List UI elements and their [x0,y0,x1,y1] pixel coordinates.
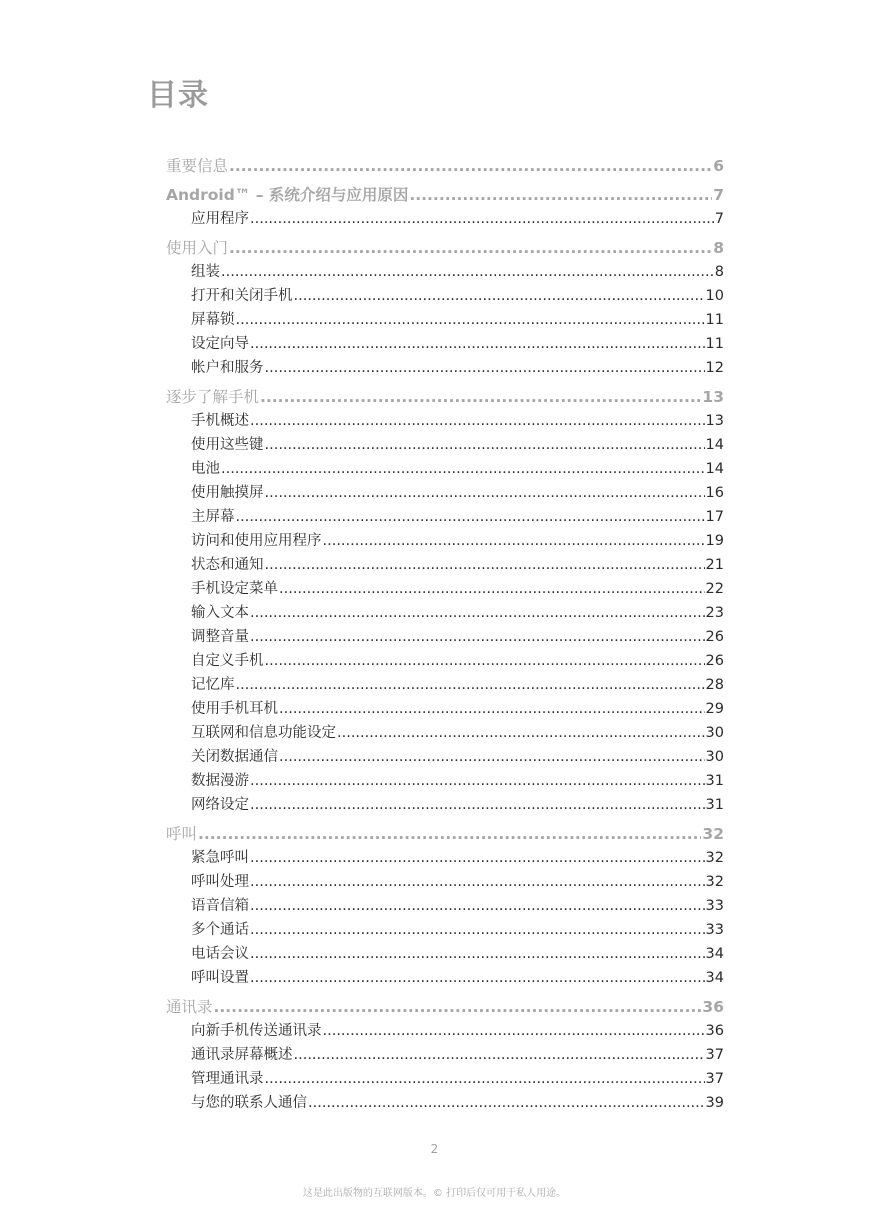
toc-entry[interactable] [191,260,724,284]
toc-entry[interactable] [191,1091,724,1115]
toc-entry[interactable] [191,846,724,870]
toc-entry[interactable] [191,433,724,457]
toc-entry[interactable] [191,697,724,721]
toc-entry-page: 7 [713,186,724,204]
dot-leader [279,749,705,765]
toc-entry[interactable] [191,284,724,308]
toc-entry-title: 记忆库 [191,677,235,693]
dot-leader [236,509,705,525]
toc-entry-title: 通讯录 [166,998,213,1016]
toc-entry-page: 11 [705,336,724,352]
toc-entry-page: 32 [705,850,724,866]
toc-entry-title: 设定向导 [191,336,249,352]
toc-entry-page: 14 [705,461,724,477]
toc-entry-title: 状态和通知 [191,557,264,573]
toc-entry[interactable] [191,769,724,793]
toc-entry-title: 向新手机传送通讯录 [191,1023,322,1039]
toc-entry[interactable] [191,308,724,332]
dot-leader [265,1071,705,1087]
toc-entry-title: 电话会议 [191,946,249,962]
dot-leader [198,825,701,843]
dot-leader [279,581,705,597]
toc-entry-page: 21 [705,557,724,573]
dot-leader [250,946,705,962]
dot-leader [229,157,712,175]
toc-entry-title: 手机设定菜单 [191,581,278,597]
toc-entry-title: 帐户和服务 [191,360,264,376]
toc-section-entry[interactable] [166,154,724,178]
page-number: 2 [430,1142,439,1156]
toc-entry-title: 电池 [191,461,220,477]
toc-entry-page: 29 [705,701,724,717]
toc-entry[interactable] [191,207,724,231]
toc-entry-title: 手机概述 [191,413,249,429]
toc-entry-page: 37 [705,1047,724,1063]
toc-entry-page: 36 [702,998,724,1016]
toc-entry-page: 30 [705,725,724,741]
toc-entry-title: 组装 [191,264,220,280]
toc-entry-title: 应用程序 [191,211,249,227]
dot-leader [250,413,705,429]
toc-entry-title: 打开和关闭手机 [191,288,293,304]
toc-entry-title: Android™ – 系统介绍与应用原因 [166,186,409,204]
toc-entry-title: 关闭数据通信 [191,749,278,765]
toc-entry-page: 22 [705,581,724,597]
toc-entry[interactable] [191,1019,724,1043]
dot-leader [265,437,705,453]
dot-leader [265,485,705,501]
toc-entry[interactable] [191,942,724,966]
dot-leader [279,701,705,717]
dot-leader [409,186,712,204]
toc-entry-page: 32 [702,825,724,843]
dot-leader [294,1047,705,1063]
toc-entry[interactable] [191,721,724,745]
toc-entry-page: 11 [705,312,724,328]
toc-entry-page: 39 [705,1095,724,1111]
dot-leader [260,388,701,406]
toc-entry-page: 10 [705,288,724,304]
toc-entry[interactable] [191,457,724,481]
toc-entry-title: 紧急呼叫 [191,850,249,866]
toc-entry-page: 33 [705,922,724,938]
dot-leader [265,557,705,573]
dot-leader [265,653,705,669]
footer-note: 这是此出版物的互联网版本。© 打印后仅可用于私人用途。 [302,1188,567,1199]
toc-entry[interactable] [191,356,724,380]
toc-entry[interactable] [191,409,724,433]
toc-entry-title: 多个通话 [191,922,249,938]
dot-leader [250,797,705,813]
toc-entry-title: 语音信箱 [191,898,249,914]
toc-entry-page: 13 [705,413,724,429]
toc-entry[interactable] [191,745,724,769]
toc-entry-title: 访问和使用应用程序 [191,533,322,549]
toc-entry-title: 呼叫 [166,825,198,843]
toc-entry[interactable] [191,529,724,553]
toc-entry-title: 管理通讯录 [191,1071,264,1087]
toc-section-entry[interactable] [166,236,724,260]
dot-leader [250,898,705,914]
toc-entry-title: 自定义手机 [191,653,264,669]
dot-leader [294,288,705,304]
dot-leader [250,850,705,866]
toc-entry-page: 34 [705,970,724,986]
toc-entry-title: 逐步了解手机 [166,388,260,406]
toc-entry[interactable] [191,332,724,356]
toc-entry-page: 36 [705,1023,724,1039]
toc-entry-page: 12 [705,360,724,376]
toc-entry-page: 30 [705,749,724,765]
toc-entry-title: 输入文本 [191,605,249,621]
dot-leader [337,725,705,741]
toc-entry-title: 网络设定 [191,797,249,813]
toc-entry-page: 13 [702,388,724,406]
toc-section-entry[interactable] [166,822,724,846]
toc-entry-title: 使用入门 [166,239,229,257]
dot-leader [308,1095,705,1111]
toc-entry[interactable] [191,505,724,529]
toc-entry[interactable] [191,1043,724,1067]
toc-entry[interactable] [191,481,724,505]
dot-leader [236,312,705,328]
toc-entry-page: 31 [705,797,724,813]
toc-entry[interactable] [191,966,724,990]
toc-entry-title: 屏幕锁 [191,312,235,328]
dot-leader [323,533,705,549]
toc-entry-title: 重要信息 [166,157,229,175]
toc-entry-title: 使用手机耳机 [191,701,278,717]
toc-entry[interactable] [191,870,724,894]
toc-entry[interactable] [191,894,724,918]
toc-entry[interactable] [191,625,724,649]
dot-leader [323,1023,705,1039]
toc-entry-page: 32 [705,874,724,890]
toc-entry-title: 通讯录屏幕概述 [191,1047,293,1063]
toc-entry[interactable] [191,649,724,673]
toc-entry-page: 14 [705,437,724,453]
toc-entry-page: 16 [705,485,724,501]
dot-leader [250,874,705,890]
toc-entry-page: 19 [705,533,724,549]
toc-entry-title: 数据漫游 [191,773,249,789]
toc-section-entry[interactable] [166,385,724,409]
dot-leader [250,773,705,789]
toc-entry-title: 与您的联系人通信 [191,1095,307,1111]
toc-section-entry[interactable] [166,183,724,207]
dot-leader [250,970,705,986]
toc-entry-title: 呼叫处理 [191,874,249,890]
toc-entry[interactable] [191,793,724,817]
toc-entry[interactable] [191,1067,724,1091]
toc-entry-title: 主屏幕 [191,509,235,525]
toc-entry[interactable] [191,577,724,601]
toc-entry-page: 37 [705,1071,724,1087]
dot-leader [250,211,714,227]
toc-entry-page: 23 [705,605,724,621]
toc-entry[interactable] [191,918,724,942]
toc-entry-title: 互联网和信息功能设定 [191,725,336,741]
toc-entry-page: 8 [713,239,724,257]
dot-leader [265,360,705,376]
page-title: 目录 [147,78,209,113]
dot-leader [214,998,702,1016]
toc-entry-title: 调整音量 [191,629,249,645]
dot-leader [250,336,705,352]
toc-entry-page: 17 [705,509,724,525]
toc-entry-page: 31 [705,773,724,789]
toc-entry-page: 28 [705,677,724,693]
toc-entry[interactable] [191,601,724,625]
toc-entry-page: 26 [705,653,724,669]
dot-leader [221,461,705,477]
dot-leader [229,239,712,257]
toc-entry-page: 34 [705,946,724,962]
dot-leader [250,922,705,938]
dot-leader [236,677,705,693]
toc-entry-title: 使用触摸屏 [191,485,264,501]
dot-leader [250,605,705,621]
toc-entry-page: 6 [713,157,724,175]
toc-entry-title: 使用这些键 [191,437,264,453]
toc-entry-page: 8 [714,264,724,280]
toc-entry-title: 呼叫设置 [191,970,249,986]
dot-leader [250,629,705,645]
toc-entry[interactable] [191,673,724,697]
toc-entry-page: 7 [714,211,724,227]
dot-leader [221,264,714,280]
toc-entry-page: 33 [705,898,724,914]
toc-entry-page: 26 [705,629,724,645]
toc-entry[interactable] [191,553,724,577]
toc-section-entry[interactable] [166,995,724,1019]
